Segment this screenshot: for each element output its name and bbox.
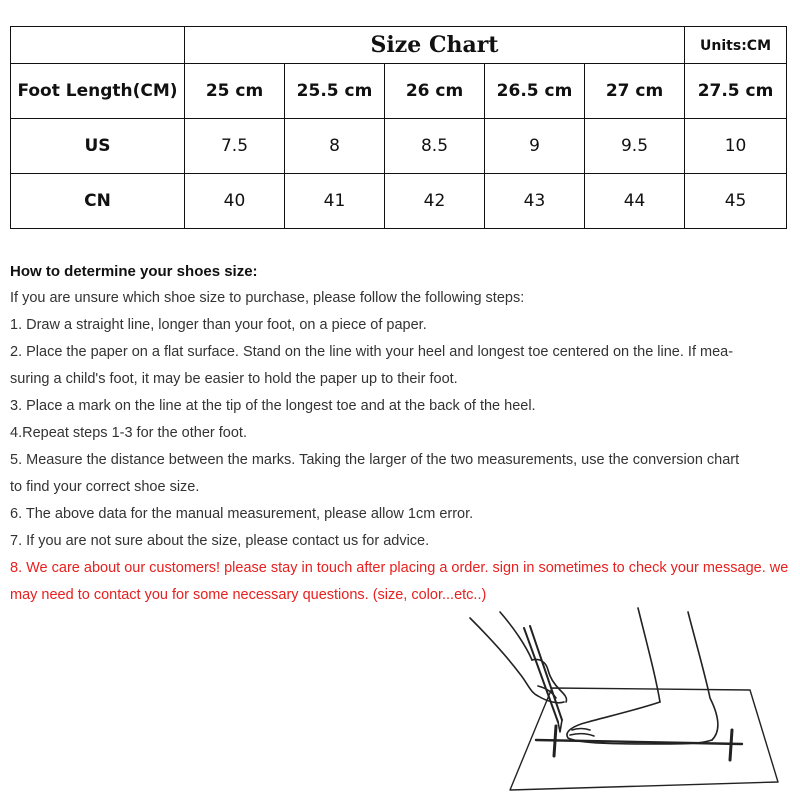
instruction-line: 6. The above data for the manual measurement, please allow 1cm error. [10,506,474,522]
size-chart-table [10,26,787,229]
instruction-line: 7. If you are not sure about the size, please contact us for advice. [10,533,430,549]
foot-length-cell: 27.5 cm [685,64,787,119]
instruction-line: to find your correct shoe size. [10,479,200,495]
instruction-line: 1. Draw a straight line, longer than your foot, on a piece of paper. [10,317,427,333]
instruction-line: 2. Place the paper on a flat surface. Stand on the line with your heel and longest toe centered on the line. If mea- [10,344,734,360]
cn-size-cell: 41 [285,174,385,229]
instructions-heading: How to determine your shoes size: [10,263,258,280]
us-size-row [11,119,787,174]
foot-length-cell: 25.5 cm [285,64,385,119]
us-size-cell: 7.5 [185,119,285,174]
units-cell [685,27,787,64]
instruction-line: 3. Place a mark on the line at the tip of the longest toe and at the back of the heel. [10,398,536,414]
cn-size-row [11,174,787,229]
cn-size-cell: 43 [485,174,585,229]
us-size-cell: 8.5 [385,119,485,174]
instructions-section [10,258,795,609]
us-size-cell: 8 [285,119,385,174]
us-size-cell: 9 [485,119,585,174]
foot-length-cell: 25 cm [185,64,285,119]
us-size-cell: 10 [685,119,787,174]
foot-length-cell: 26.5 cm [485,64,585,119]
instruction-line: If you are unsure which shoe size to purchase, please follow the following steps: [10,290,525,306]
cn-size-cell: 42 [385,174,485,229]
table-title-row [11,27,787,64]
foot-length-row [11,64,787,119]
instruction-line: 5. Measure the distance between the marks. Taking the larger of the two measurements, use the conversion chart [10,452,740,468]
empty-corner-cell [11,27,185,64]
us-size-cell: 9.5 [585,119,685,174]
customer-note-line: may need to contact you for some necessary questions. (size, color...etc..) [10,587,487,603]
foot-length-cell: 26 cm [385,64,485,119]
foot-measuring-icon [460,598,790,798]
cn-size-cell: 44 [585,174,685,229]
units-label: Units:CM [700,38,771,54]
cn-label: CN [11,174,185,229]
foot-length-cell: 27 cm [585,64,685,119]
foot-length-label: Foot Length(CM) [11,64,185,119]
title-cell [185,27,685,64]
cn-size-cell: 40 [185,174,285,229]
foot-measuring-illustration [460,598,790,798]
instruction-line: suring a child's foot, it may be easier to hold the paper up to their foot. [10,371,458,387]
cn-size-cell: 45 [685,174,787,229]
chart-title: Size Chart [370,32,499,58]
instruction-line: 4.Repeat steps 1-3 for the other foot. [10,425,247,441]
us-label: US [11,119,185,174]
customer-note-line: 8. We care about our customers! please stay in touch after placing a order. sign in sometimes to check your message. we [10,560,789,576]
